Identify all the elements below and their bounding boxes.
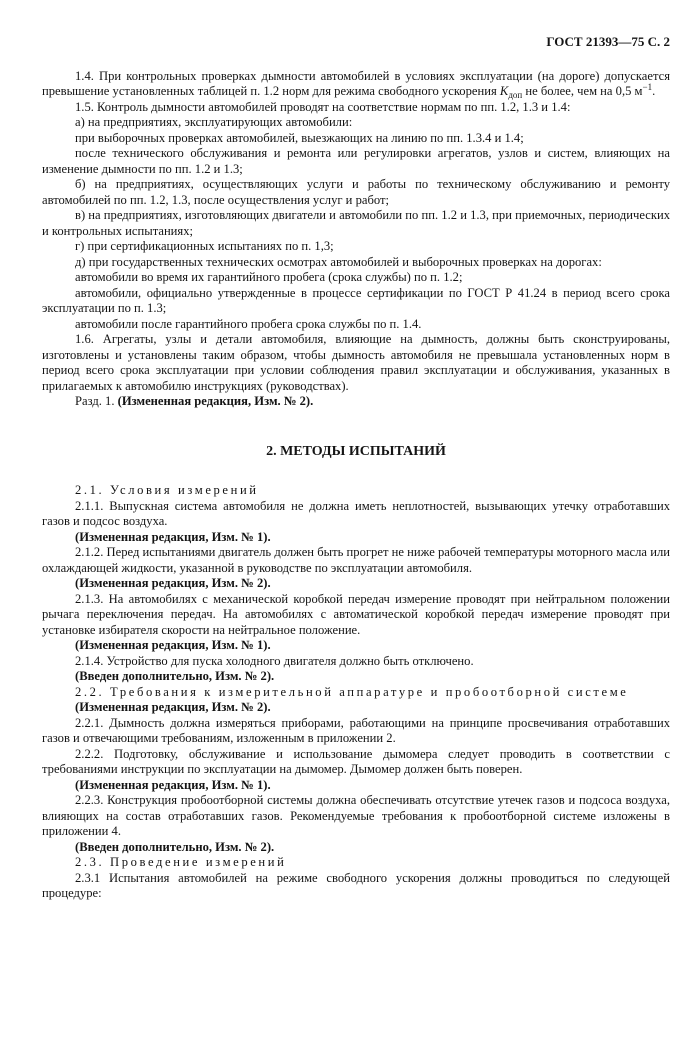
amendment-note: (Измененная редакция, Изм. № 1). — [75, 777, 271, 792]
clause-1-5-a-item: при выборочных проверках автомобилей, выезжающих на линию по пп. 1.3.4 и 1.4; — [75, 130, 524, 145]
clause-2-1-1: 2.1.1. Выпускная система автомобиля не должна иметь неплотностей, вызывающих утечку отработавших газов и подсос воздуха. — [42, 498, 670, 528]
amendment-note: (Измененная редакция, Изм. № 1). — [75, 638, 271, 652]
section-2-title: 2. МЕТОДЫ ИСПЫТАНИЙ — [266, 443, 446, 459]
clause-1-4-text-cont: не более, чем на 0,5 м — [522, 84, 643, 98]
amendment-note: (Измененная редакция, Изм. № 2). — [117, 394, 314, 408]
clause-2-1-4: 2.1.4. Устройство для пуска холодного двигателя должно быть отключено. — [75, 653, 474, 668]
subsection-2-1-heading: 2.1. Условия измерений — [75, 483, 259, 497]
unit-exponent: −1 — [642, 82, 653, 92]
clause-1-4-text: 1.4. При контрольных проверках дымности автомобилей в условиях эксплуатации (на дороге) допускается превышение установленных таблицей п. 1.2 норм для режима свободного ускорения — [42, 68, 670, 98]
clause-1-5-a: а) на предприятиях, эксплуатирующих автомобили: — [75, 115, 353, 129]
clause-2-1-3: 2.1.3. На автомобилях с механической коробкой передач измерение проводят при нейтральном положении рычага переключения передач. На автомобилях с автоматической коробкой передач измерение проводят при установке избирателя скорости на нейтральное положение. — [42, 591, 670, 637]
clause-1-5-d-item: автомобили во время их гарантийного пробега (срока службы) по п. 1.2; — [75, 270, 463, 284]
clause-1-5-d-item: автомобили после гарантийного пробега срока службы по п. 1.4. — [75, 316, 422, 331]
subsection-2-3-heading: 2.3. Проведение измерений — [75, 855, 287, 869]
k-variable: K — [499, 84, 509, 98]
clause-2-2-2: 2.2.2. Подготовку, обслуживание и использование дымомера следует проводить в соответствии с требованиями инструкции по эксплуатации на дымомер. Дымомер должен быть поверен. — [42, 746, 670, 776]
subsection-2-2-heading: 2.2. Требования к измерительной аппаратуре и пробоотборной системе — [75, 684, 629, 699]
clause-1-5-v: в) на предприятиях, изготовляющих двигатели и автомобили по пп. 1.2 и 1.3, при приемочных, периодических и контрольных испытаниях; — [42, 208, 670, 238]
clause-1-6: 1.6. Агрегаты, узлы и детали автомобиля, влияющие на дымность, должны быть сконструированы, изготовлены и установлены таким образом, чтобы дымность автомобиля не превышала установленных норм в период всего срока эксплуатации при условии соблюдения правил эксплуатации и обслуживания, указанных в прилагаемых к автомобилю инструкциях (руководствах). — [42, 332, 670, 393]
section-1-amendment: Разд. 1. (Измененная редакция, Изм. № 2). — [75, 394, 314, 408]
clause-1-5: 1.5. Контроль дымности автомобилей проводят на соответствие нормам по пп. 1.2, 1.3 и 1.4: — [75, 99, 571, 114]
k-subscript: доп — [508, 90, 523, 100]
clause-2-3-1: 2.3.1 Испытания автомобилей на режиме свободного ускорения должны проводиться по следующей процедуре: — [42, 870, 670, 900]
clause-1-5-b: б) на предприятиях, осуществляющих услуги и работы по техническому обслуживанию и ремонту автомобилей по пп. 1.2, 1.3, после осуществления услуг и работ; — [42, 177, 670, 207]
clause-2-1-2: 2.1.2. Перед испытаниями двигатель должен быть прогрет не ниже рабочей температуры моторного масла или охлаждающей жидкости, указанной в руководстве по эксплуатации автомобиля. — [42, 545, 670, 575]
clause-2-2-3: 2.2.3. Конструкция пробоотборной системы должна обеспечивать отсутствие утечек газов и подсоса воздуха, влияющих на состав отработавших газов. Рекомендуемые требования к пробоотборной системе изложены в приложении 4. — [42, 793, 670, 838]
amendment-note: (Измененная редакция, Изм. № 2). — [75, 576, 271, 590]
addition-note: (Введен дополнительно, Изм. № 2). — [75, 669, 275, 683]
clause-1-5-d: д) при государственных технических осмотрах автомобилей и выборочных проверках на дорогах: — [75, 254, 602, 269]
page-header: ГОСТ 21393—75 С. 2 — [546, 34, 670, 49]
clause-1-5-d-item: автомобили, официально утвержденные в процессе сертификации по ГОСТ Р 41.24 в период всего срока эксплуатации по п. 1.3; — [42, 285, 670, 315]
clause-1-4: 1.4. При контрольных проверках дымности автомобилей в условиях эксплуатации (на дороге) допускается превышение установленных таблицей п. 1.2 норм для режима свободного ускорения $K_{доп}$ не более, чем на 0,5 $м^{-1}$. — [42, 68, 670, 100]
amendment-note: (Измененная редакция, Изм. № 2). — [75, 700, 271, 714]
amendment-note: (Измененная редакция, Изм. № 1). — [75, 529, 271, 544]
clause-2-2-1: 2.2.1. Дымность должна измеряться приборами, работающими на принципе просвечивания отработавших газов и отвечающими требованиям, изложенным в приложении 2. — [42, 715, 670, 745]
clause-1-5-g: г) при сертификационных испытаниях по п. 1,3; — [75, 239, 334, 253]
clause-1-5-a-item: после технического обслуживания и ремонта или регулировки агрегатов, узлов и систем, влияющих на изменение дымности по пп. 1.2 и 1.3; — [42, 146, 670, 176]
addition-note: (Введен дополнительно, Изм. № 2). — [75, 839, 275, 854]
